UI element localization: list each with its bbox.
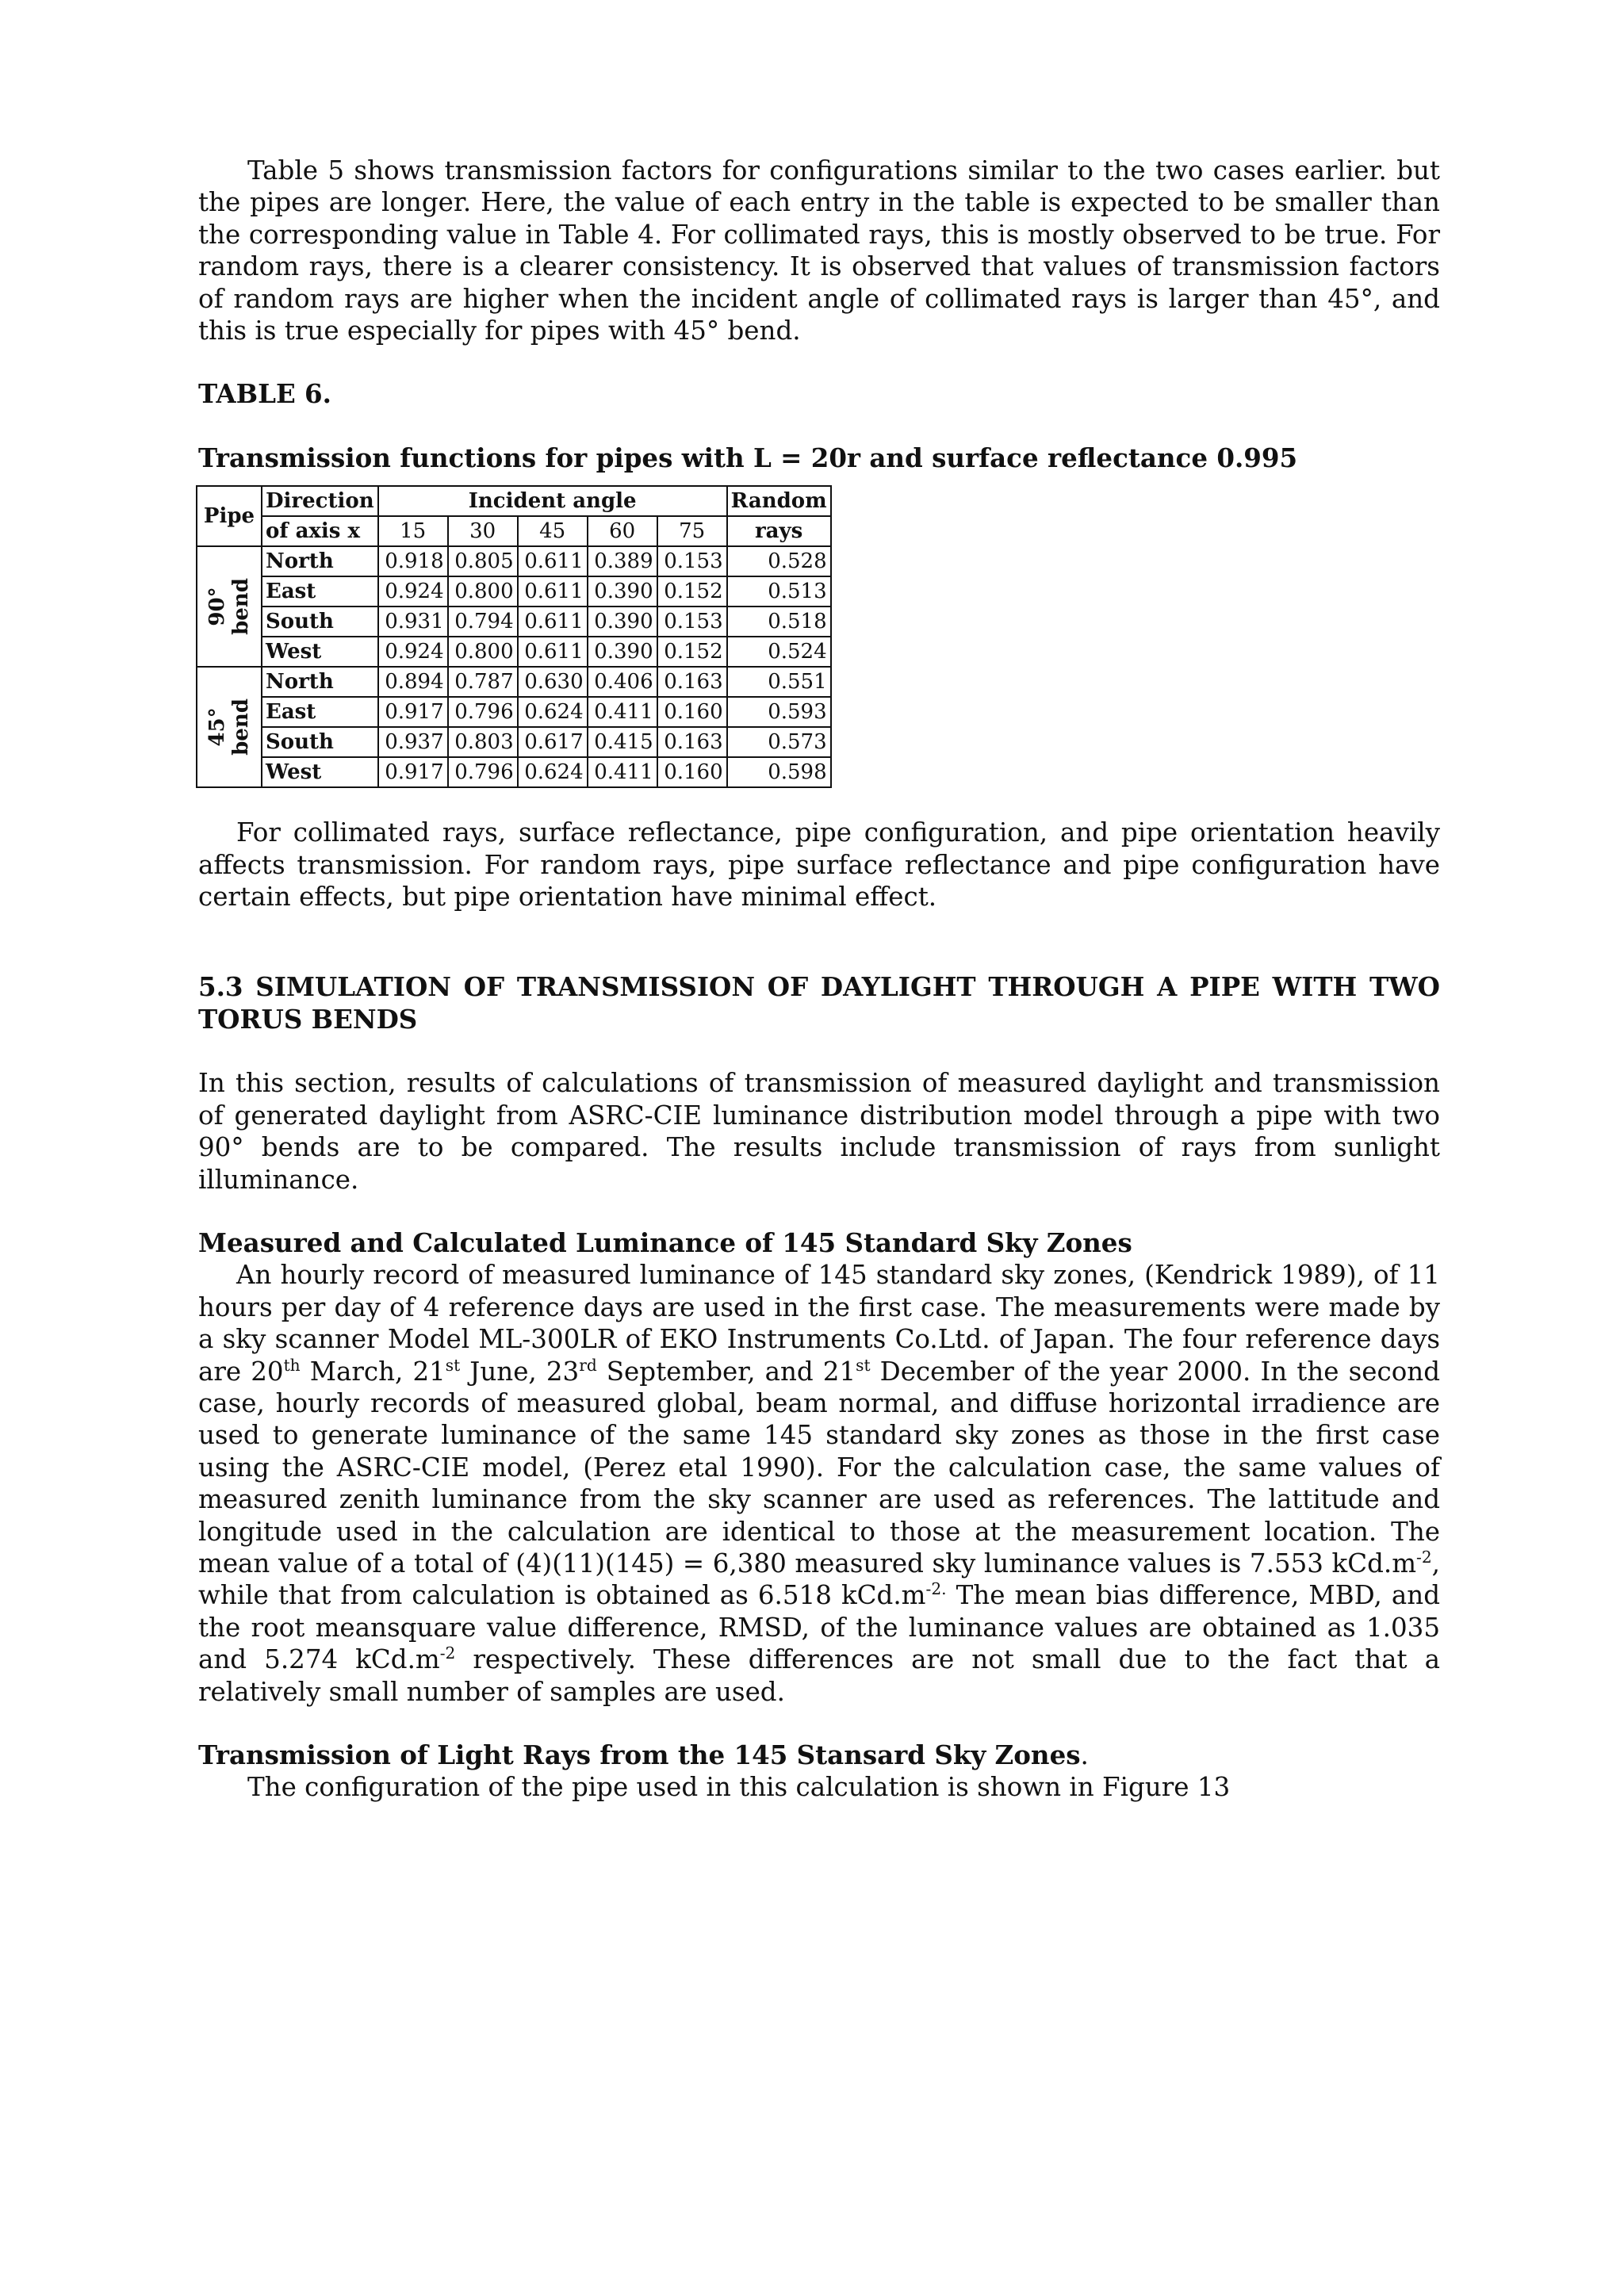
value-cell: 0.153	[657, 546, 727, 576]
paragraph-table5-discussion: Table 5 shows transmission factors for configurations similar to the two cases earlier. but the pipes are longer. Here, the value of each entry in the table is expected to be smaller than the corresponding value in Table 4. For collimated rays, this is mostly observed to be true. For random rays, there is a clearer consistency. It is observed that values of transmission factors of random rays are higher when the incident angle of collimated rays is larger than 45°, and this is true especially for pipes with 45° bend.	[198, 155, 1440, 346]
value-cell: 0.415	[588, 727, 657, 757]
value-cell: 0.390	[588, 637, 657, 667]
table-row	[197, 697, 831, 727]
direction-cell: West	[262, 637, 378, 667]
random-cell: 0.551	[727, 667, 831, 697]
value-cell: 0.390	[588, 576, 657, 607]
group-label-deg: 90°	[205, 587, 229, 626]
direction-cell: East	[262, 576, 378, 607]
value-cell: 0.160	[657, 757, 727, 787]
table-row	[197, 727, 831, 757]
group-label-bend: bend	[229, 698, 253, 756]
header-rays: rays	[727, 516, 831, 546]
direction-cell: South	[262, 607, 378, 637]
header-direction: Direction	[262, 486, 378, 516]
value-cell: 0.624	[518, 757, 588, 787]
random-cell: 0.524	[727, 637, 831, 667]
paragraph-configuration: The configuration of the pipe used in this calculation is shown in Figure 13	[247, 1772, 1231, 1803]
subheading-luminance: Measured and Calculated Luminance of 145 Standard Sky Zones	[198, 1226, 1132, 1258]
table-caption: Transmission functions for pipes with L = 20r and surface reflectance 0.995	[198, 442, 1298, 473]
group-label-90-bend	[197, 546, 262, 667]
table-label: TABLE 6.	[198, 378, 331, 410]
random-cell: 0.598	[727, 757, 831, 787]
table-row	[197, 757, 831, 787]
value-cell: 0.611	[518, 546, 588, 576]
angle-30: 30	[448, 516, 518, 546]
angle-75: 75	[657, 516, 727, 546]
section-heading: 5.3 SIMULATION OF TRANSMISSION OF DAYLIGHT THROUGH A PIPE WITH TWO TORUS BENDS	[198, 971, 1440, 1035]
angle-60: 60	[588, 516, 657, 546]
value-cell: 0.803	[448, 727, 518, 757]
value-cell: 0.931	[378, 607, 448, 637]
value-cell: 0.917	[378, 697, 448, 727]
direction-cell: West	[262, 757, 378, 787]
group-label-bend: bend	[229, 578, 253, 636]
table-header-row-2	[197, 516, 831, 546]
header-random: Random	[727, 486, 831, 516]
paragraph-luminance: An hourly record of measured luminance of 145 standard sky zones, (Kendrick 1989), of 11 hours per day of 4 reference days are used in the first case. The measurements were made by a sky scanner Model ML-300LR of EKO Instruments Co.Ltd. of Japan. The four reference days are 20th March, 21st June, 23rd September, and 21st December of the year 2000. In the second case, hourly records of measured global, beam normal, and diffuse horizontal irradience are used to generate luminance of the same 145 standard sky zones as those in the first case using the ASRC-CIE model, (Perez etal 1990). For the calculation case, the same values of measured zenith luminance from the sky scanner are used as references. The lattitude and longitude used in the calculation are identical to those at the measurement location. The mean value of a total of (4)(11)(145) = 6,380 measured sky luminance values is 7.553 $kCd.m^{-2}$, while that from calculation is obtained as 6.518 $kCd.m^{-2.}$ The mean bias difference, MBD, and the root meansquare value difference, RMSD, of the luminance values are obtained as 1.035 and 5.274 $kCd.m^{-2}$ respectively. These differences are not small due to the fact that a relatively small number of samples are used.	[198, 1260, 1440, 1707]
table-row	[197, 546, 831, 576]
random-cell: 0.573	[727, 727, 831, 757]
value-cell: 0.796	[448, 757, 518, 787]
table-row	[197, 576, 831, 607]
random-cell: 0.513	[727, 576, 831, 607]
value-cell: 0.411	[588, 757, 657, 787]
table-row	[197, 607, 831, 637]
value-cell: 0.937	[378, 727, 448, 757]
value-cell: 0.406	[588, 667, 657, 697]
group-label-45-bend	[197, 667, 262, 787]
random-cell: 0.593	[727, 697, 831, 727]
value-cell: 0.796	[448, 697, 518, 727]
direction-cell: North	[262, 667, 378, 697]
value-cell: 0.630	[518, 667, 588, 697]
header-pipe: Pipe	[197, 486, 262, 546]
random-cell: 0.518	[727, 607, 831, 637]
value-cell: 0.917	[378, 757, 448, 787]
table-row	[197, 667, 831, 697]
page-body	[198, 155, 1440, 1804]
direction-cell: East	[262, 697, 378, 727]
value-cell: 0.794	[448, 607, 518, 637]
table-row	[197, 637, 831, 667]
value-cell: 0.894	[378, 667, 448, 697]
value-cell: 0.924	[378, 576, 448, 607]
value-cell: 0.389	[588, 546, 657, 576]
angle-45: 45	[518, 516, 588, 546]
value-cell: 0.611	[518, 637, 588, 667]
value-cell: 0.800	[448, 576, 518, 607]
angle-15: 15	[378, 516, 448, 546]
direction-cell: North	[262, 546, 378, 576]
random-cell: 0.528	[727, 546, 831, 576]
value-cell: 0.611	[518, 576, 588, 607]
header-axis: of axis x	[262, 516, 378, 546]
subheading-transmission: Transmission of Light Rays from the 145 Stansard Sky Zones.	[198, 1739, 1089, 1770]
value-cell: 0.152	[657, 576, 727, 607]
value-cell: 0.153	[657, 607, 727, 637]
value-cell: 0.390	[588, 607, 657, 637]
value-cell: 0.800	[448, 637, 518, 667]
value-cell: 0.163	[657, 667, 727, 697]
value-cell: 0.160	[657, 697, 727, 727]
value-cell: 0.411	[588, 697, 657, 727]
value-cell: 0.617	[518, 727, 588, 757]
header-incident-angle: Incident angle	[378, 486, 727, 516]
value-cell: 0.805	[448, 546, 518, 576]
value-cell: 0.611	[518, 607, 588, 637]
table-header-row-1	[197, 486, 831, 516]
group-label-deg: 45°	[205, 707, 229, 747]
value-cell: 0.924	[378, 637, 448, 667]
value-cell: 0.163	[657, 727, 727, 757]
direction-cell: South	[262, 727, 378, 757]
value-cell: 0.624	[518, 697, 588, 727]
transmission-table	[196, 485, 832, 788]
value-cell: 0.787	[448, 667, 518, 697]
value-cell: 0.152	[657, 637, 727, 667]
value-cell: 0.918	[378, 546, 448, 576]
paragraph-collimated-random: For collimated rays, surface reflectance, pipe configuration, and pipe orientation heavily affects transmission. For random rays, pipe surface reflectance and pipe configuration have certain effects, but pipe orientation have minimal effect.	[198, 817, 1440, 913]
paragraph-section-intro: In this section, results of calculations of transmission of measured daylight and transmission of generated daylight from ASRC-CIE luminance distribution model through a pipe with two 90° bends are to be compared. The results include transmission of rays from sunlight illuminance.	[198, 1068, 1440, 1195]
